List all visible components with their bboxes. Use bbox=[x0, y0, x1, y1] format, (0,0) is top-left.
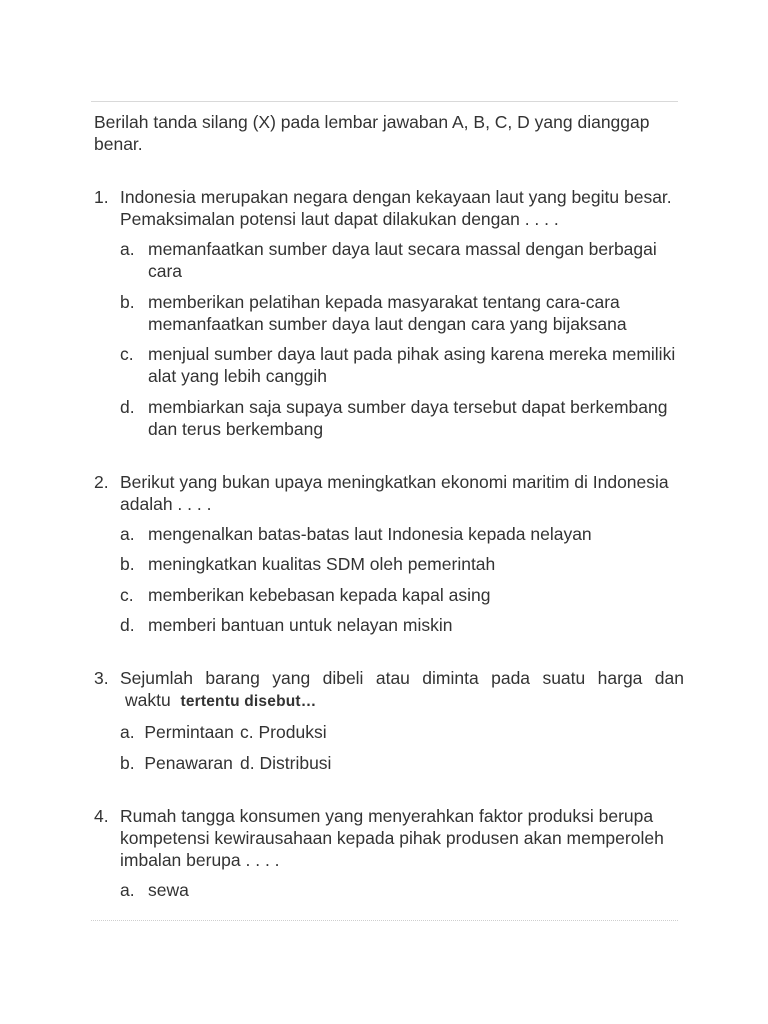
option-item bbox=[120, 553, 684, 575]
option-item bbox=[120, 879, 684, 901]
option-item bbox=[120, 396, 684, 440]
option-item bbox=[120, 721, 240, 743]
option-item bbox=[120, 614, 684, 636]
option-list bbox=[120, 879, 684, 901]
option-item bbox=[240, 721, 380, 743]
option-text: memanfaatkan sumber daya laut secara massal dengan berbagai cara bbox=[148, 239, 657, 281]
option-item bbox=[120, 343, 684, 387]
question-text-line-2 bbox=[120, 689, 684, 713]
question-text bbox=[120, 667, 684, 713]
option-text: memberi bantuan untuk nelayan miskin bbox=[148, 615, 453, 635]
option-text: membiarkan saja supaya sumber daya tersebut dapat berkembang dan terus berkembang bbox=[148, 396, 668, 439]
option-text: Produksi bbox=[258, 722, 327, 742]
option-item bbox=[120, 523, 684, 545]
option-text: sewa bbox=[148, 880, 189, 900]
question-number: 3. bbox=[94, 668, 109, 688]
option-text: mengenalkan batas-batas laut Indonesia kepada nelayan bbox=[148, 523, 592, 544]
option-letter: b. bbox=[120, 291, 135, 312]
option-letter: c. bbox=[240, 722, 254, 742]
option-list bbox=[120, 523, 684, 637]
question-number: 2. bbox=[94, 471, 109, 492]
option-item bbox=[120, 238, 684, 282]
option-text: meningkatkan kualitas SDM oleh pemerintah bbox=[148, 554, 496, 574]
bottom-divider bbox=[91, 920, 678, 921]
option-grid bbox=[120, 721, 684, 774]
option-item bbox=[240, 752, 380, 774]
question-stem bbox=[94, 186, 684, 230]
question-text: Berikut yang bukan upaya meningkatkan ekonomi maritim di Indonesia adalah . . . . bbox=[120, 471, 669, 514]
instruction-text: Berilah tanda silang (X) pada lembar jawaban A, B, C, D yang dianggap benar. bbox=[94, 112, 650, 154]
option-text: memberikan pelatihan kepada masyarakat tentang cara-cara memanfaatkan sumber daya laut dengan cara yang bijaksana bbox=[148, 291, 627, 334]
option-list bbox=[120, 238, 684, 440]
question-stem bbox=[94, 805, 684, 871]
exam-content bbox=[94, 111, 684, 932]
option-letter: a. bbox=[120, 722, 135, 742]
question-text: Indonesia merupakan negara dengan kekayaan laut yang begitu besar. Pemaksimalan potensi laut dapat dilakukan dengan . . . . bbox=[120, 187, 672, 229]
option-letter: d. bbox=[120, 615, 135, 635]
question-text-bold: tertentu disebut… bbox=[180, 693, 317, 710]
option-letter: a. bbox=[120, 523, 135, 544]
option-letter: b. bbox=[120, 554, 135, 574]
option-text: memberikan kebebasan kepada kapal asing bbox=[148, 584, 491, 605]
option-item bbox=[120, 291, 684, 335]
question-2 bbox=[94, 471, 684, 637]
option-letter: b. bbox=[120, 753, 135, 773]
question-4 bbox=[94, 805, 684, 901]
option-letter: a. bbox=[120, 239, 135, 259]
option-item bbox=[120, 752, 240, 774]
question-number: 1. bbox=[94, 187, 109, 207]
option-text: Permintaan bbox=[144, 722, 234, 742]
question-3 bbox=[94, 667, 684, 774]
question-number: 4. bbox=[94, 806, 109, 826]
option-letter: d. bbox=[240, 753, 255, 773]
question-text-plain: waktu bbox=[125, 690, 171, 710]
option-item bbox=[120, 584, 684, 606]
question-stem bbox=[94, 471, 684, 515]
question-stem bbox=[94, 667, 684, 713]
option-letter: d. bbox=[120, 396, 135, 417]
option-text: Distribusi bbox=[259, 753, 332, 773]
top-divider bbox=[91, 101, 678, 102]
option-letter: c. bbox=[120, 584, 134, 605]
question-text: Rumah tangga konsumen yang menyerahkan faktor produksi berupa kompetensi kewirausahaan kepada pihak produsen akan memperoleh imbalan berupa . . . . bbox=[120, 806, 664, 870]
option-text: Penawaran bbox=[144, 753, 233, 773]
option-letter: a. bbox=[120, 880, 135, 900]
question-1 bbox=[94, 186, 684, 440]
option-letter: c. bbox=[120, 344, 134, 364]
option-text: menjual sumber daya laut pada pihak asing karena mereka memiliki alat yang lebih canggih bbox=[148, 344, 676, 386]
question-text-line-1: Sejumlah barang yang dibeli atau diminta pada suatu harga dan bbox=[120, 668, 684, 688]
